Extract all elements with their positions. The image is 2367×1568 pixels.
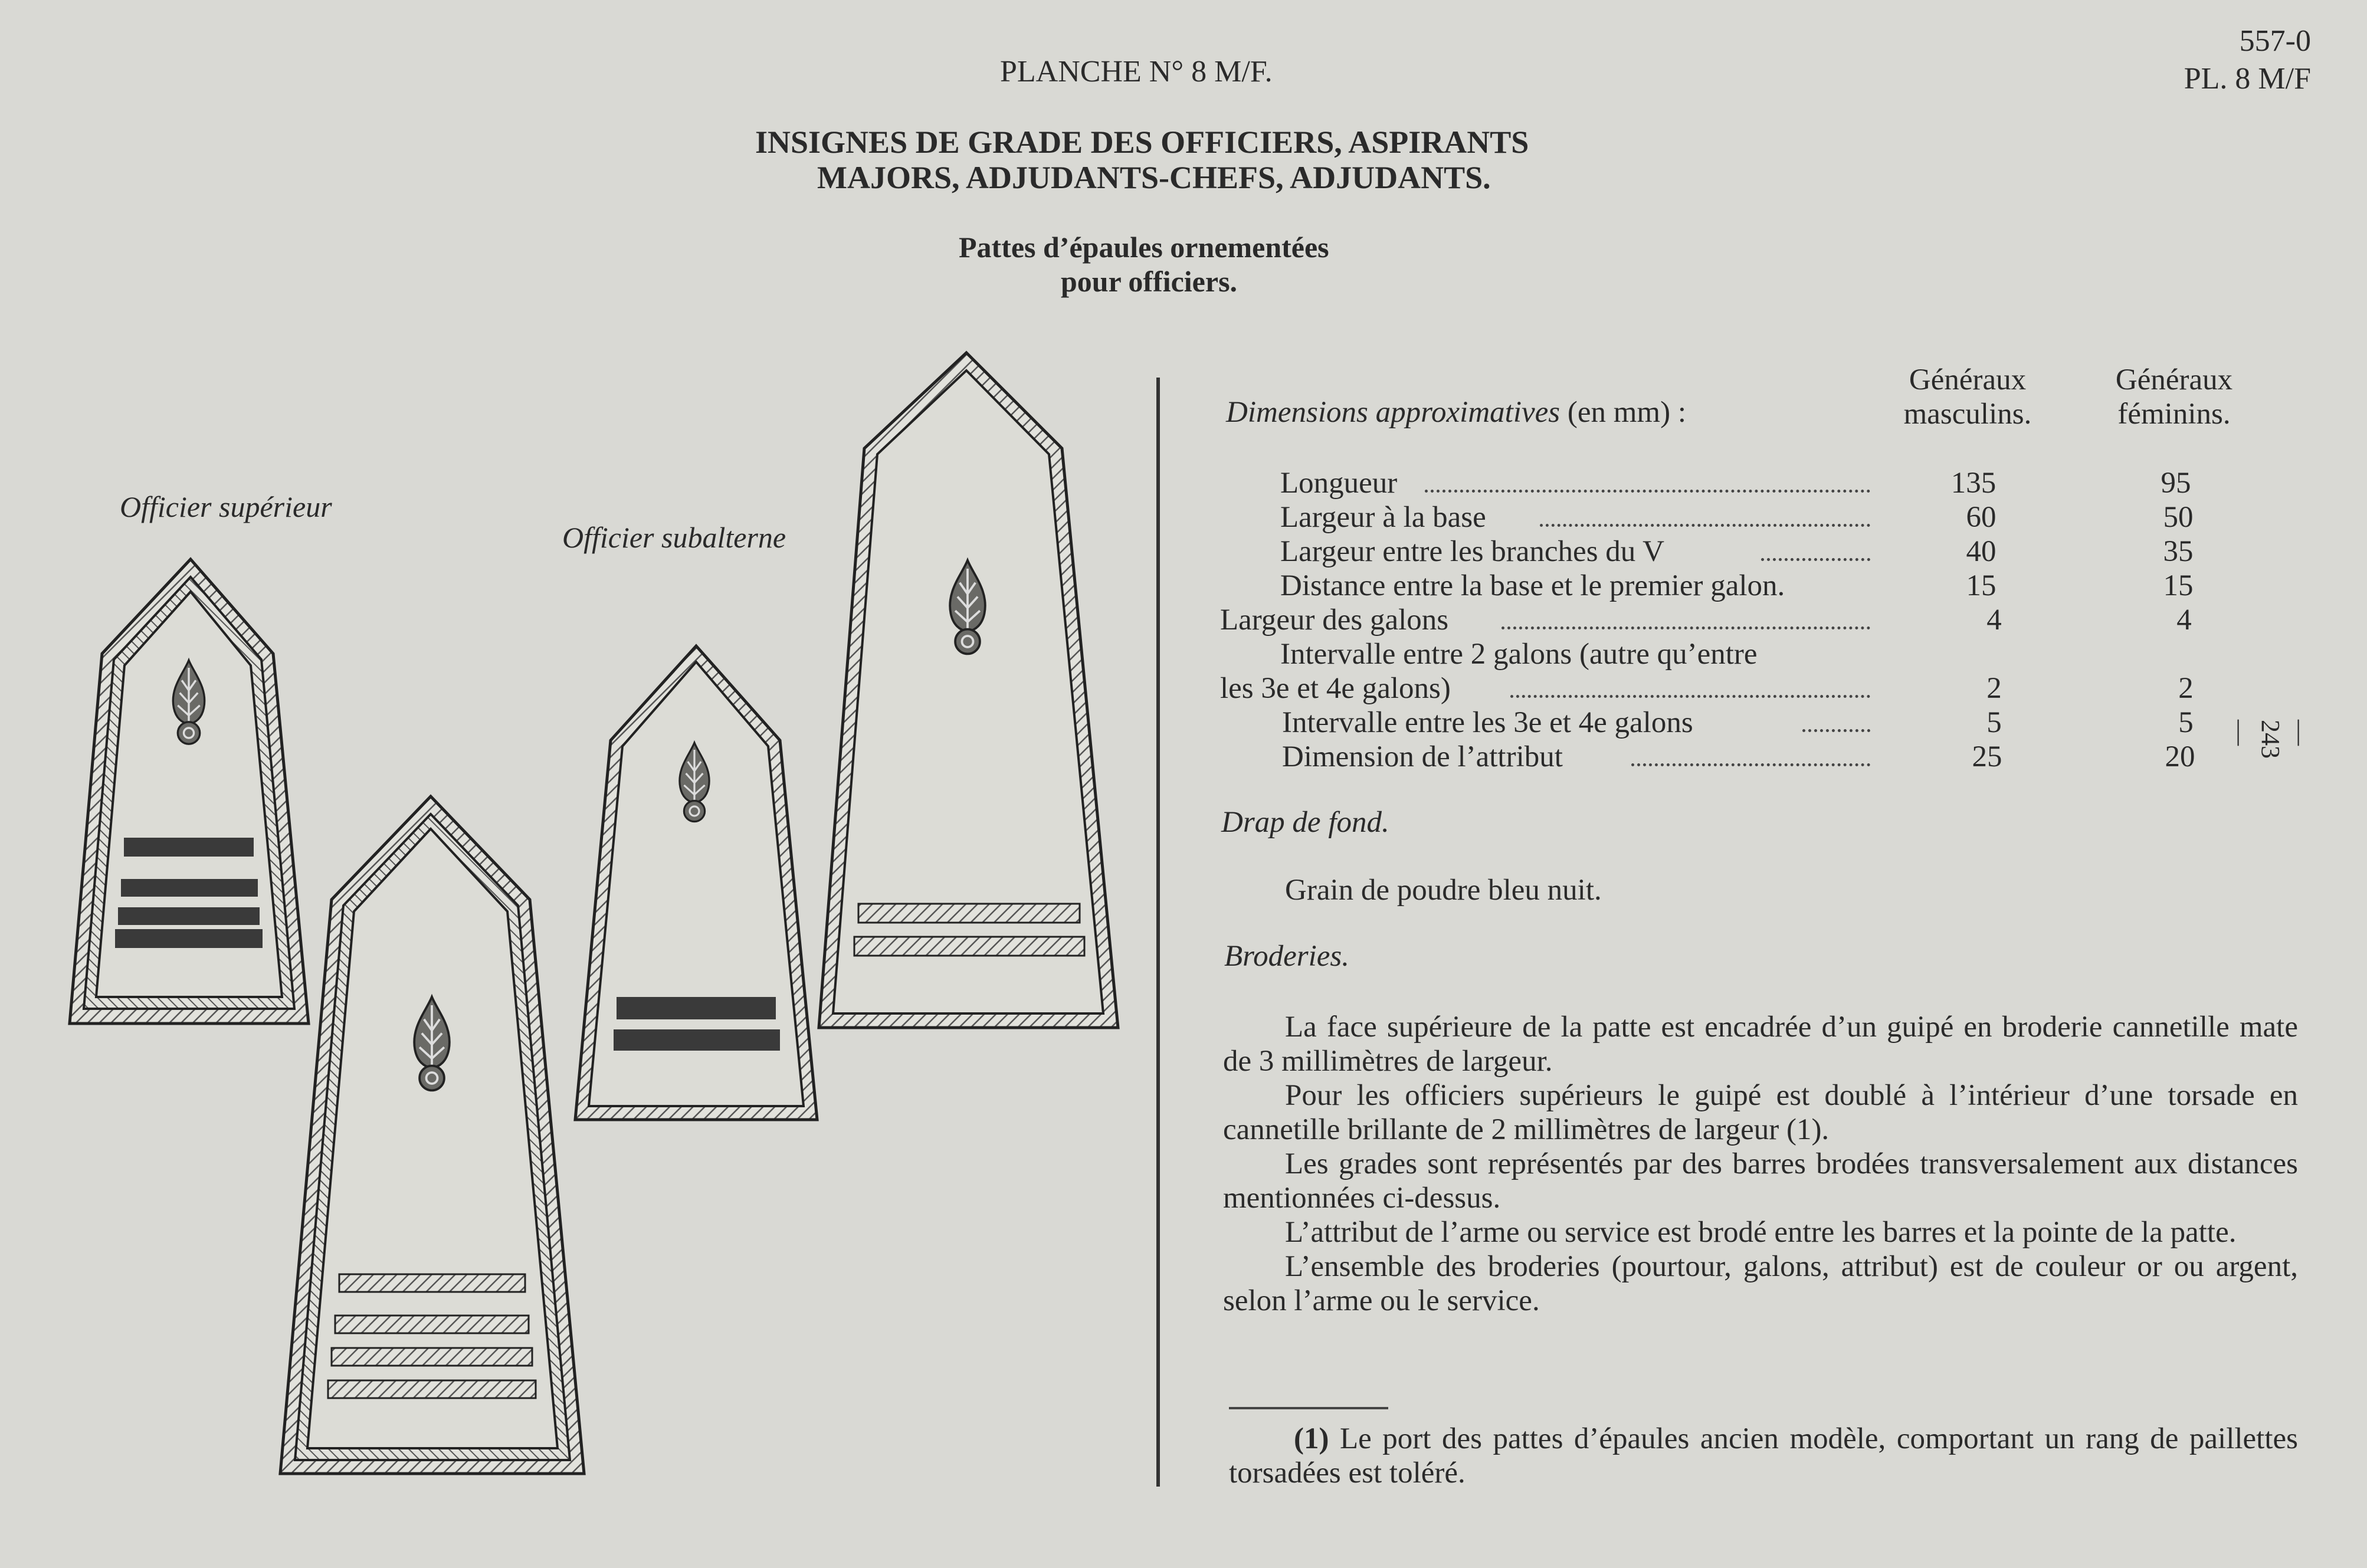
- plate-number: PLANCHE N° 8 M/F.: [1000, 55, 1273, 88]
- footnote-text: Le port des pattes d’épaules ancien modèle, comportant un rang de paillettes torsadées est toléré.: [1229, 1422, 2298, 1490]
- footnote-rule: [1229, 1407, 1388, 1409]
- broderies-paragraph-4: L’attribut de l’arme ou service est brodé entre les barres et la pointe de la patte.: [1285, 1216, 2237, 1249]
- page-number-side: — 243 —: [2226, 720, 2315, 759]
- broderies-heading: Broderies.: [1224, 940, 1349, 973]
- dimensions-heading: [1226, 395, 1686, 429]
- drap-text: Grain de poudre bleu nuit.: [1285, 874, 1602, 907]
- drap-heading: Drap de fond.: [1221, 806, 1389, 839]
- table-row: Intervalle entre 2 galons (autre qu’entre: [1280, 638, 1758, 671]
- dimensions-heading-unit: (en mm) :: [1567, 396, 1687, 429]
- column-header-feminins: Généraux féminins.: [2115, 363, 2233, 431]
- table-row: Intervalle entre les 3e et 4e galons 5 5: [1282, 706, 2194, 739]
- broderies-paragraph-5: L’ensemble des broderies (pourtour, galons, attribut) est de couleur or ou argent, selon l’arme ou le service.: [1223, 1250, 2298, 1317]
- table-row: Largeur des galons 4 4: [1220, 603, 2192, 637]
- table-row: Largeur à la base 60 50: [1280, 501, 2194, 534]
- table-row: Longueur 135 95: [1280, 467, 2191, 500]
- table-row: Largeur entre les branches du V 40 35: [1280, 535, 2194, 568]
- broderies-paragraph-1: La face supérieure de la patte est encadrée d’un guipé en broderie cannetille mate de 3 millimètres de largeur.: [1223, 1011, 2298, 1078]
- broderies-text: [1223, 1010, 2298, 1318]
- column-header-masculins: Généraux masculins.: [1903, 363, 2032, 431]
- table-row: les 3e et 4e galons) 2 2: [1220, 672, 2194, 705]
- title-line-2: MAJORS, ADJUDANTS-CHEFS, ADJUDANTS.: [817, 160, 1491, 195]
- table-row: Dimension de l’attribut 25 20: [1282, 740, 2195, 773]
- table-row: Distance entre la base et le premier galon. 15 15: [1280, 569, 2194, 602]
- subtitle-line-1: Pattes d’épaules ornementées: [959, 231, 1329, 264]
- footnote-marker: (1): [1294, 1422, 1329, 1455]
- broderies-paragraph-2: Pour les officiers supérieurs le guipé est doublé à l’intérieur d’une torsade en cannetille brillante de 2 millimètres de largeur (1).: [1223, 1079, 2298, 1146]
- footnote: [1229, 1422, 2298, 1490]
- label-officier-superieur: Officier supérieur: [120, 490, 332, 523]
- label-officier-subalterne: Officier subalterne: [562, 521, 786, 554]
- broderies-paragraph-3: Les grades sont représentés par des barres brodées transversalement aux distances mentionnées ci-dessus.: [1223, 1147, 2298, 1215]
- reference-plate: PL. 8 M/F: [2184, 62, 2311, 96]
- reference-number: 557-0: [2239, 24, 2311, 58]
- dimensions-heading-label: Dimensions approximatives: [1226, 396, 1560, 429]
- strap-superieur-large: [280, 796, 584, 1474]
- subtitle-line-2: pour officiers.: [1061, 265, 1238, 298]
- title-line-1: INSIGNES DE GRADE DES OFFICIERS, ASPIRANTS: [755, 124, 1529, 160]
